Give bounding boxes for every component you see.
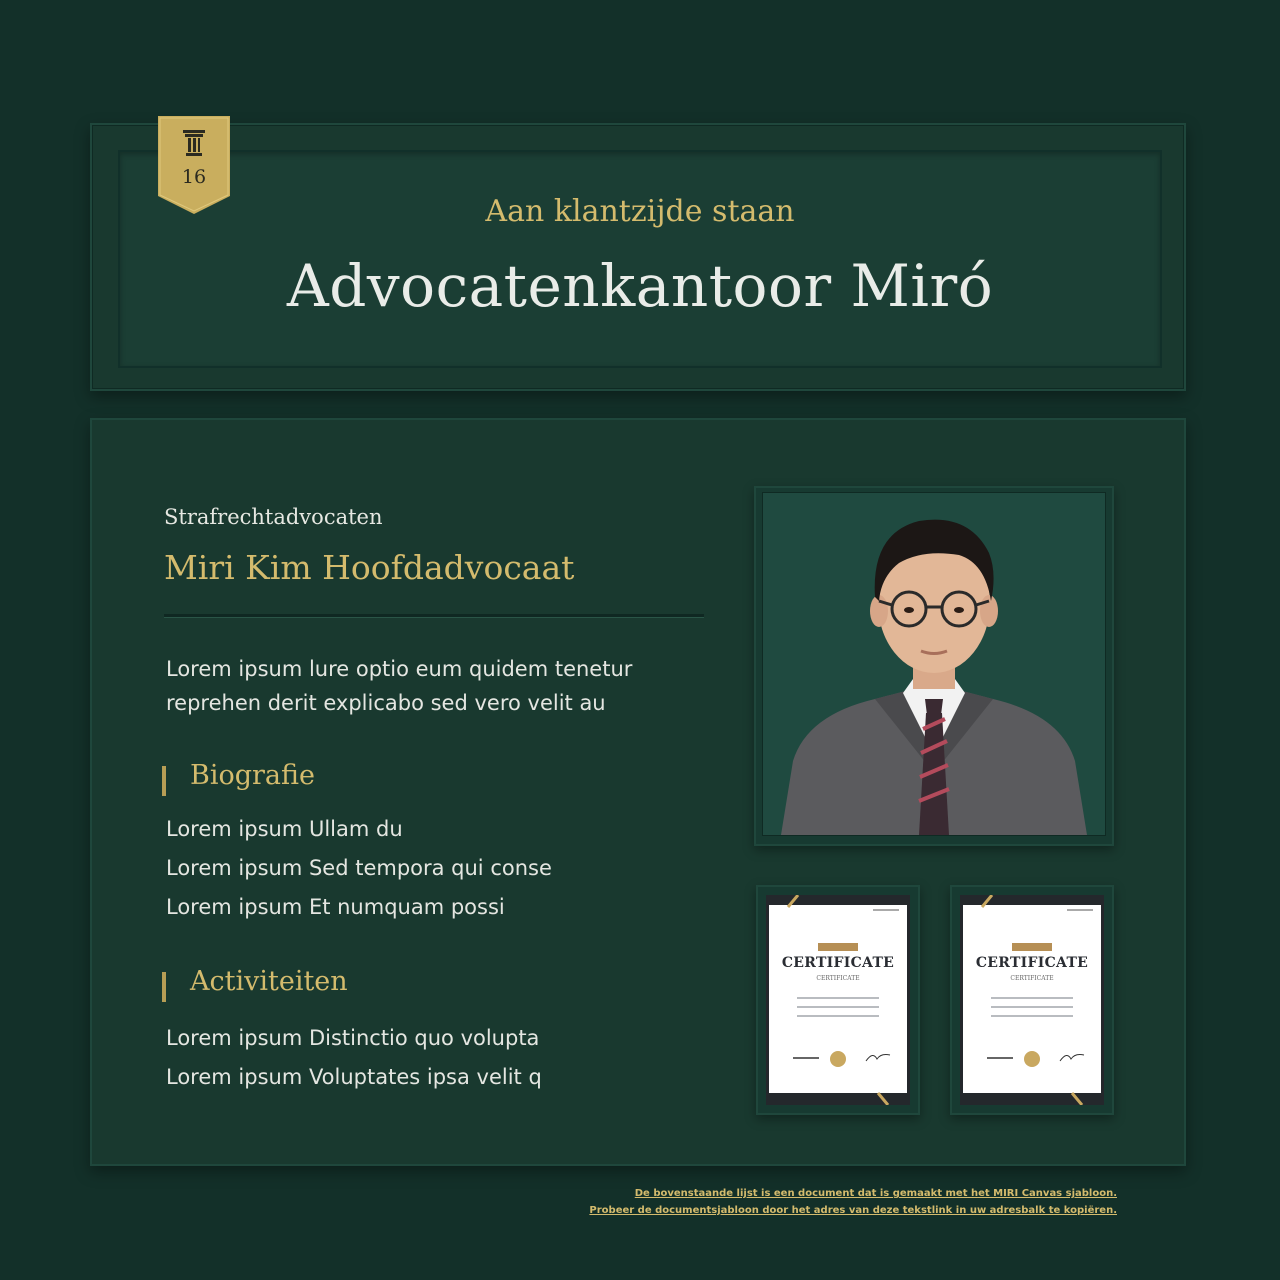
profile-category: Strafrechtadvocaten [164, 505, 383, 529]
list-item: Lorem ipsum Sed tempora qui conse [166, 856, 552, 880]
header-subtitle: Aan klantzijde staan [485, 194, 795, 229]
activities-list [166, 1025, 542, 1103]
template-note[interactable] [589, 1185, 1117, 1219]
list-item: Lorem ipsum Voluptates ipsa velit q [166, 1065, 542, 1089]
page-title: Advocatenkantoor Miró [286, 252, 994, 320]
heading-accent-bar [162, 766, 166, 796]
template-note-line-2[interactable]: Probeer de documentsjabloon door het adres van deze tekstlink in uw adresbalk te kopiëren. [589, 1205, 1117, 1216]
divider [164, 614, 704, 617]
list-item: Lorem ipsum Ullam du [166, 817, 403, 841]
cert-corner-stripes [766, 895, 910, 1105]
list-item: Lorem ipsum Distinctio quo volupta [166, 1026, 540, 1050]
pillar-icon [182, 130, 206, 158]
activities-heading-label: Activiteiten [190, 966, 348, 997]
badge-number: 16 [181, 166, 207, 188]
certificate-subtitle: CERTIFICATE [816, 975, 860, 982]
list-item: Lorem ipsum Et numquam possi [166, 895, 505, 919]
profile-intro: Lorem ipsum lure optio eum quidem tenetur reprehen derit explicabo sed vero velit au [166, 657, 633, 715]
biography-heading-label: Biografie [190, 760, 316, 791]
certificate-subtitle: CERTIFICATE [1010, 975, 1054, 982]
heading-accent-bar [162, 972, 166, 1002]
biography-list [166, 816, 552, 933]
lawyer-name: Miri Kim Hoofdadvocaat [164, 548, 575, 587]
certificate-card [756, 885, 920, 1115]
cert-corner-stripes [960, 895, 1104, 1105]
lawyer-portrait [762, 492, 1106, 836]
certificate-card [950, 885, 1114, 1115]
certificate-image [960, 895, 1104, 1105]
template-note-line-1[interactable]: De bovenstaande lijst is een document dat is gemaakt met het MIRI Canvas sjabloon. [634, 1188, 1117, 1199]
certificate-image [766, 895, 910, 1105]
certificate-title: CERTIFICATE [975, 955, 1089, 971]
certificate-title: CERTIFICATE [781, 955, 895, 971]
